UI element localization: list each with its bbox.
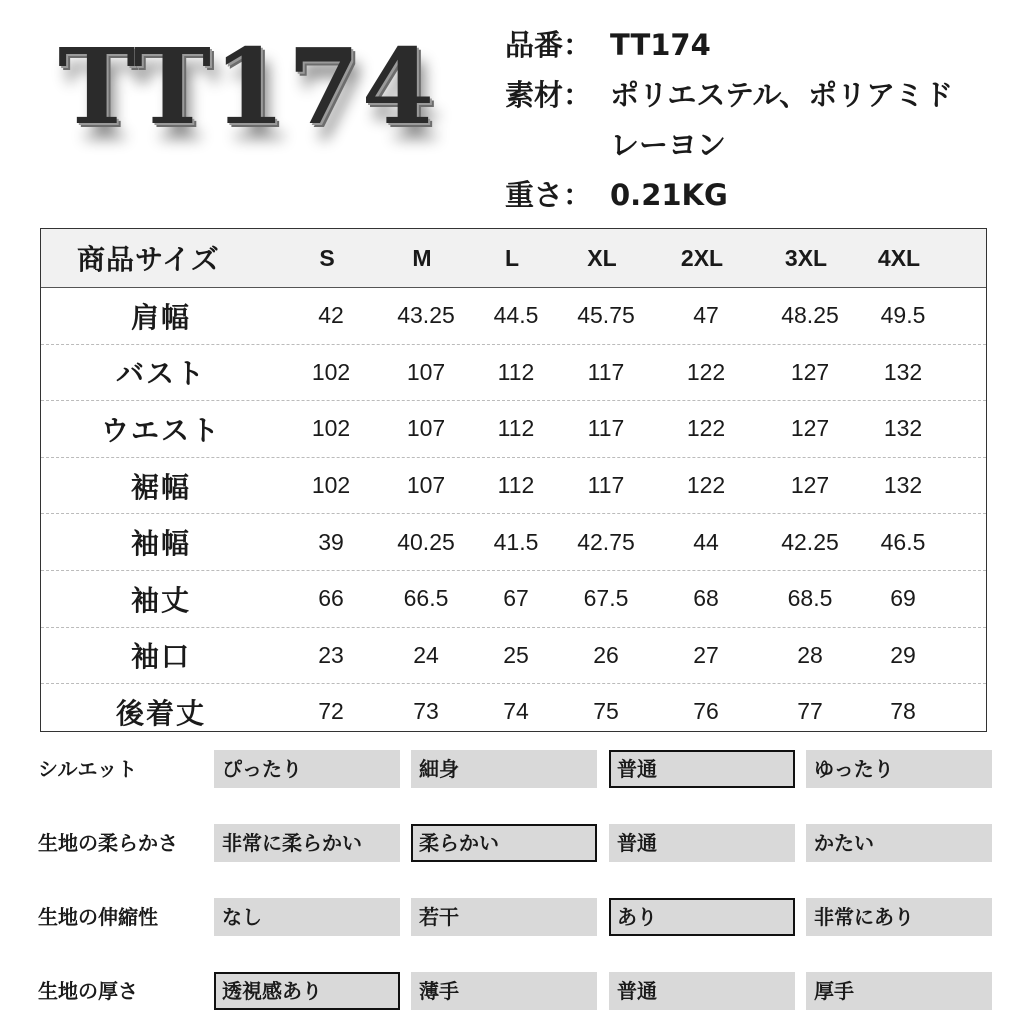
measurement-cell: 102 xyxy=(311,415,351,442)
material-value-line2: レーヨン xyxy=(610,128,727,162)
measurement-cell: 74 xyxy=(503,698,529,725)
weight-label: 重さ： xyxy=(505,178,593,212)
row-label: 肩幅 xyxy=(130,300,191,334)
measurement-cell: 107 xyxy=(406,472,446,499)
size-table-header xyxy=(41,229,986,288)
measurement-cell: 132 xyxy=(883,358,923,385)
measurement-cell: 47 xyxy=(693,302,719,329)
measurement-cell: 27 xyxy=(693,641,719,668)
size-header-s: S xyxy=(319,244,335,271)
measurement-cell: 48.25 xyxy=(781,302,839,329)
table-row xyxy=(41,401,986,458)
measurement-cell: 112 xyxy=(497,415,535,442)
weight-row xyxy=(505,170,1015,220)
measurement-cell: 44 xyxy=(693,528,719,555)
measurement-cell: 26 xyxy=(593,641,619,668)
material-value-line1: ポリエステル、ポリアミド xyxy=(610,78,954,112)
measurement-cell: 132 xyxy=(883,472,923,499)
property-row xyxy=(0,750,1024,788)
logo-text: TT174 xyxy=(58,25,437,148)
size-header-xl: XL xyxy=(587,244,617,271)
measurement-cell: 127 xyxy=(790,358,830,385)
measurement-cell: 102 xyxy=(311,472,351,499)
product-info xyxy=(505,20,1015,220)
measurement-cell: 43.25 xyxy=(397,302,455,329)
measurement-cell: 127 xyxy=(790,415,830,442)
property-label: 生地の伸縮性 xyxy=(38,905,158,929)
measurement-cell: 24 xyxy=(413,641,439,668)
measurement-cell: 102 xyxy=(311,358,351,385)
row-label: 後着丈 xyxy=(115,696,206,730)
measurement-cell: 44.5 xyxy=(493,302,539,329)
measurement-cell: 29 xyxy=(890,641,916,668)
property-row xyxy=(0,898,1024,936)
measurement-cell: 66 xyxy=(318,585,344,612)
row-label: ウエスト xyxy=(100,413,221,447)
measurement-cell: 122 xyxy=(686,358,726,385)
measurement-cell: 107 xyxy=(406,358,446,385)
size-table-body xyxy=(41,288,986,740)
product-logo xyxy=(58,22,437,162)
measurement-cell: 23 xyxy=(318,641,344,668)
measurement-cell: 112 xyxy=(497,358,535,385)
property-row xyxy=(0,972,1024,1010)
measurement-cell: 122 xyxy=(686,472,726,499)
property-option: なし xyxy=(214,898,400,936)
property-option: 普通 xyxy=(609,972,795,1010)
property-option: 非常に柔らかい xyxy=(214,824,400,862)
measurement-cell: 25 xyxy=(503,641,529,668)
table-row xyxy=(41,345,986,402)
size-header-l: L xyxy=(504,244,520,271)
property-option: ゆったり xyxy=(806,750,992,788)
measurement-cell: 72 xyxy=(318,698,344,725)
size-header-4xl: 4XL xyxy=(877,244,921,271)
property-option: かたい xyxy=(806,824,992,862)
measurement-cell: 42.75 xyxy=(577,528,635,555)
table-row xyxy=(41,514,986,571)
measurement-cell: 28 xyxy=(797,641,823,668)
table-row xyxy=(41,628,986,685)
property-option-selected: 柔らかい xyxy=(411,824,597,862)
weight-value: 0.21KG xyxy=(610,178,728,212)
size-table xyxy=(40,228,987,732)
size-header-3xl: 3XL xyxy=(784,244,828,271)
measurement-cell: 107 xyxy=(406,415,446,442)
property-option: 細身 xyxy=(411,750,597,788)
product-number-label: 品番： xyxy=(505,28,593,62)
table-row xyxy=(41,288,986,345)
measurement-cell: 75 xyxy=(593,698,619,725)
measurement-cell: 66.5 xyxy=(403,585,449,612)
measurement-cell: 42 xyxy=(318,302,344,329)
table-row xyxy=(41,458,986,515)
property-option: 薄手 xyxy=(411,972,597,1010)
row-label: 袖口 xyxy=(130,640,191,674)
measurement-cell: 78 xyxy=(890,698,916,725)
measurement-cell: 112 xyxy=(497,472,535,499)
measurement-cell: 40.25 xyxy=(397,528,455,555)
measurement-cell: 42.25 xyxy=(781,528,839,555)
property-option-selected: あり xyxy=(609,898,795,936)
measurement-cell: 117 xyxy=(587,472,625,499)
property-option: 普通 xyxy=(609,824,795,862)
row-label: バスト xyxy=(115,357,206,391)
measurement-cell: 41.5 xyxy=(493,528,539,555)
property-option: 厚手 xyxy=(806,972,992,1010)
measurement-cell: 68.5 xyxy=(787,585,833,612)
row-label: 裾幅 xyxy=(130,470,191,504)
property-option: ぴったり xyxy=(214,750,400,788)
measurement-cell: 69 xyxy=(890,585,916,612)
measurement-cell: 77 xyxy=(797,698,823,725)
property-row xyxy=(0,824,1024,862)
measurement-cell: 67 xyxy=(503,585,529,612)
property-option: 非常にあり xyxy=(806,898,992,936)
table-row xyxy=(41,684,986,740)
measurement-cell: 76 xyxy=(693,698,719,725)
product-number-value: TT174 xyxy=(610,28,711,62)
size-header-label: 商品サイズ xyxy=(77,243,220,276)
measurement-cell: 46.5 xyxy=(880,528,926,555)
product-number-row xyxy=(505,20,1015,70)
material-label: 素材： xyxy=(505,78,593,112)
material-row xyxy=(505,70,1015,120)
measurement-cell: 68 xyxy=(693,585,719,612)
property-option-selected: 透視感あり xyxy=(214,972,400,1010)
material-row-continued xyxy=(505,120,1015,170)
measurement-cell: 132 xyxy=(883,415,923,442)
measurement-cell: 67.5 xyxy=(583,585,629,612)
property-label: シルエット xyxy=(38,757,138,781)
measurement-cell: 117 xyxy=(587,415,625,442)
size-header-m: M xyxy=(412,244,432,271)
measurement-cell: 39 xyxy=(318,528,344,555)
table-row xyxy=(41,571,986,628)
property-label: 生地の柔らかさ xyxy=(38,831,178,855)
row-label: 袖丈 xyxy=(130,583,191,617)
measurement-cell: 127 xyxy=(790,472,830,499)
property-option: 若干 xyxy=(411,898,597,936)
measurement-cell: 73 xyxy=(413,698,439,725)
measurement-cell: 45.75 xyxy=(577,302,635,329)
size-header-2xl: 2XL xyxy=(680,244,724,271)
property-label: 生地の厚さ xyxy=(38,979,138,1003)
measurement-cell: 122 xyxy=(686,415,726,442)
measurement-cell: 117 xyxy=(587,358,625,385)
row-label: 袖幅 xyxy=(130,527,191,561)
property-option-selected: 普通 xyxy=(609,750,795,788)
measurement-cell: 49.5 xyxy=(880,302,926,329)
